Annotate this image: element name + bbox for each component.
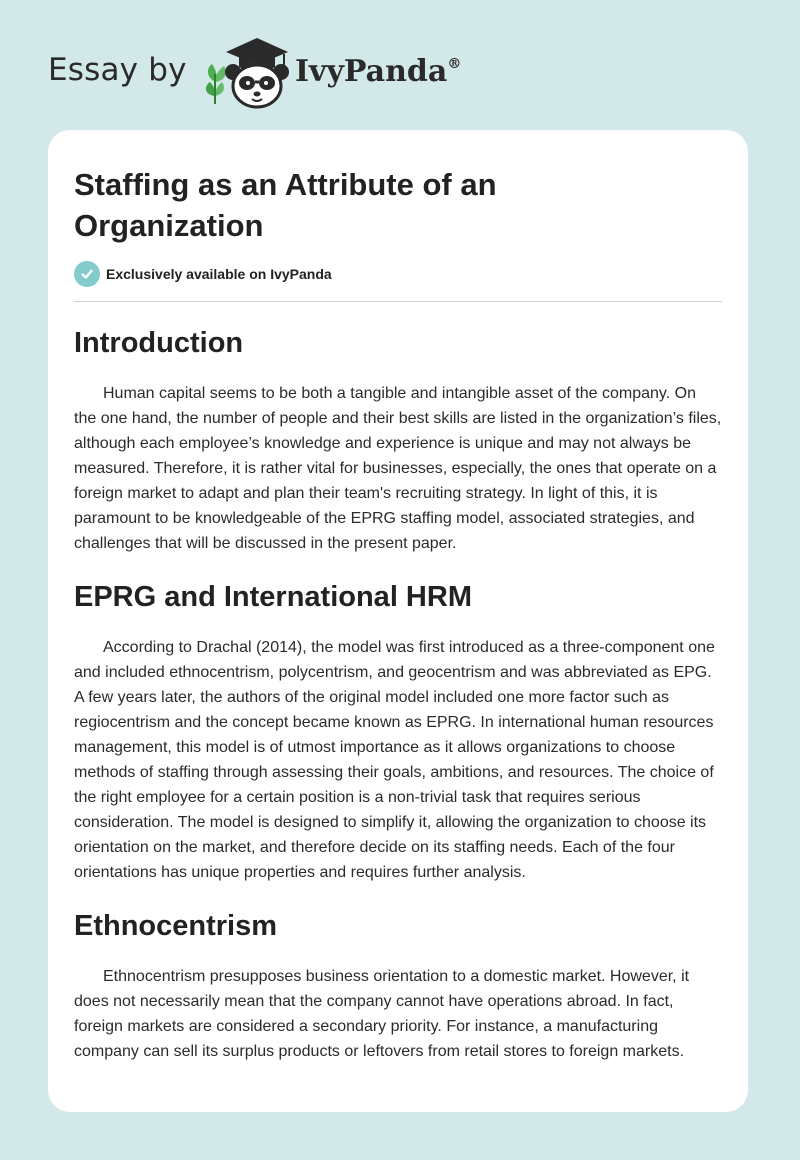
- panda-graduate-icon[interactable]: [202, 34, 298, 110]
- section-introduction: [74, 324, 722, 556]
- section-ethnocentrism: [74, 907, 722, 1064]
- brand-name[interactable]: [295, 54, 461, 89]
- section-paragraph: According to Drachal (2014), the model was first introduced as a three-component one and included ethnocentrism, polycentrism, and geocentrism and was abbreviated as EPG. A few years later, the authors of the original model included one more factor such as regiocentrism and the concept became known as EPRG. In international human resources management, this model is of utmost importance as it allows organizations to choose methods of staffing through assessing their goals, ambitions, and resources. The choice of the right employee for a certain position is a non-trivial task that requires serious consideration. The model is designed to simplify it, allowing the organization to choose its orientation on the market, and therefore decide on its staffing needs. Each of the four orientations has unique properties and requires further analysis.: [74, 639, 715, 881]
- exclusive-badge-text: Exclusively available on IvyPanda: [106, 266, 332, 282]
- section-paragraph: Ethnocentrism presupposes business orientation to a domestic market. However, it does not necessarily mean that the company cannot have operations abroad. In fact, foreign markets are considered a secondary priority. For instance, a manufacturing company can sell its surplus products or leftovers from retail stores to foreign markets.: [74, 968, 690, 1060]
- brand-name-text: IvyPanda: [295, 54, 448, 89]
- section-heading: Introduction: [74, 327, 244, 359]
- trademark-symbol: ®: [447, 56, 462, 72]
- site-header: [48, 34, 508, 114]
- title-divider: [74, 301, 722, 302]
- essay-title: Staffing as an Attribute of an Organization: [74, 167, 497, 243]
- section-heading: Ethnocentrism: [74, 910, 278, 942]
- section-eprg: [74, 578, 722, 885]
- section-heading: EPRG and International HRM: [74, 581, 472, 613]
- brand-prefix: Essay by: [48, 52, 187, 88]
- section-paragraph: Human capital seems to be both a tangible and intangible asset of the company. On the one hand, the number of people and their best skills are listed in the organization’s files, although each employee’s knowledge and experience is unique and may not always be measured. Therefore, it is rather vital for businesses, especially, the ones that operate on a foreign market to adapt and plan their team's recruiting strategy. In light of this, it is paramount to be knowledgeable of the EPRG staffing model, associated strategies, and challenges that will be discussed in the present paper.: [74, 385, 722, 552]
- essay-card: [48, 130, 748, 1112]
- exclusive-badge: [74, 260, 722, 288]
- check-circle-icon: [74, 261, 100, 287]
